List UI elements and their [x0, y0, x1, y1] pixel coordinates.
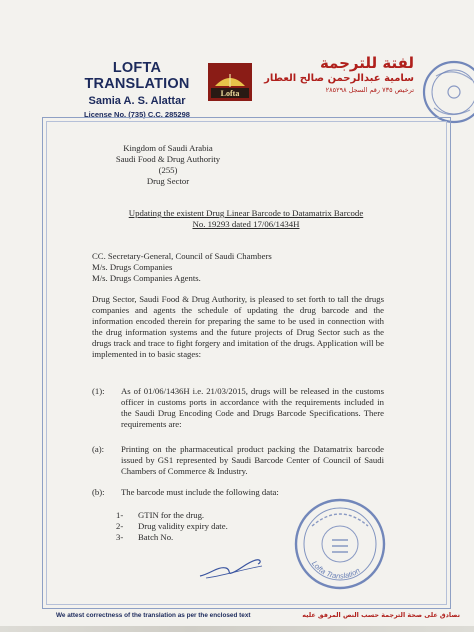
authority-header [88, 143, 248, 187]
subject-line [96, 208, 396, 230]
item-number: (a): [92, 444, 105, 454]
header-line-sector: Drug Sector [146, 176, 190, 186]
company-name: LOFTA TRANSLATION [84, 60, 190, 92]
arabic-company-name: لفتة للترجمة [319, 54, 414, 72]
item-text: The barcode must include the following data: [121, 487, 279, 497]
seal-text: Lofta Translation [309, 559, 362, 581]
header-line-authority: Saudi Food & Drug Authority [115, 154, 221, 164]
attestation-arabic: نصادق على صحة الترجمة حسب النص المرفق عليه [302, 611, 460, 619]
license-number: License No. (735) C.C. 285298 [84, 110, 190, 119]
top-stamp-seal [416, 56, 474, 126]
intro-paragraph: Drug Sector, Saudi Food & Drug Authority, is pleased to set forth to tall the drugs companies and agents the schedule of updating the drug barcode and the information encoded therein for preparing the same to be used in connection with the drug information systems and the future projects of Drug Sector such as the drugs track and trace to fight forgery and imitation of the drugs. Application will be implemented in to basic stages: [92, 294, 384, 359]
letterhead-right-arabic [256, 54, 414, 94]
subject-reference: No. 19293 dated 17/06/1434H [192, 219, 300, 229]
item-text: Printing on the pharmaceutical product packing the Datamatrix barcode issued by GS1 represented by Saudi Barcode Center of Council of Saudi Chambers of Commerce & Industry. [121, 444, 384, 476]
subject-title: Updating the existent Drug Linear Barcode to Datamatrix Barcode [128, 208, 364, 218]
scan-edge-strip [0, 626, 474, 632]
arabic-license-number: ترخيص ٧٣٥ رقم السجل ٢٨٥٢٩٨ [325, 86, 414, 94]
letterhead-left [62, 60, 212, 119]
item-text: As of 01/06/1436H i.e. 21/03/2015, drugs will be released in the customs officer in customs ports in accordance with the requirements included in the Saudi Drug Encoding Code and Drugs Barcode Specifications. There requirements are: [121, 386, 384, 429]
header-line-number: (255) [158, 165, 178, 175]
translator-name: Samia A. S. Alattar [88, 95, 186, 107]
cc-line: M/s. Drugs Companies Agents. [92, 273, 201, 283]
logo-text: Lofta [220, 89, 240, 98]
item-number: (1): [92, 386, 105, 396]
header-line-kingdom: Kingdom of Saudi Arabia [123, 143, 213, 153]
document-page: LOFTA TRANSLATION Samia A. S. Alattar License No. (735) C.C. 285298 Lofta لفتة للترجمة سامية عبدالرحمن صالح العطار ترخيص ٧٣٥ رقم السجل ٢٨٥٢٩٨ Kingdom of Saudi Arabia Saudi Food & Drug Authority (255) Drug Sector Updating the existent Drug Linear Barcode to Datamatrix Barcode No. 19293 dated 17/06/1434H CC. Secretary-General, Council of Saudi Chambers M/s. Drugs Companies M/s. Drugs Companies Agents. Drug Sector, Saudi Food & Drug Authority, is pleased to set forth to tall the drugs companies and agents the schedule of updating the drug barcode and the information encoded therein for preparing the same to be used in connection with the drug information systems and the future projects of Drug Sector such as the drugs track and trace to fight forgery and imitation of the drugs. Application will be implemented in to basic stages: (1): As of 01/06/1436H i.e. 21/03/2015, drugs will be released in the customs officer in customs ports in accordance with the requirements included in the Saudi Drug Encoding Code and Drugs Barcode Specifications. There requirements are: (a): Printing on the pharmaceutical product packing the Datamatrix barcode issued by GS1 represented by Saudi Barcode Center of Council of Saudi Chambers of Commerce & Industry. (b): The barcode must include the following data: 1- GTIN for the drug. 2- Drug validity expiry date. 3- Batch No. Lofta Translation We attest correctness of the translation as per the enclosed text نصادق على صحة الترجمة حسب النص المرفق عليه [0, 0, 474, 632]
cc-recipients [92, 251, 392, 284]
handwritten-signature [196, 554, 268, 582]
cc-line: CC. Secretary-General, Council of Saudi Chambers [92, 251, 272, 261]
lofta-logo [207, 62, 253, 102]
attestation-english: We attest correctness of the translation as per the enclosed text [56, 612, 251, 619]
item-number: (b): [92, 487, 105, 497]
translation-stamp-seal [292, 496, 388, 592]
cc-line: M/s. Drugs Companies [92, 262, 173, 272]
arabic-translator-name: سامية عبدالرحمن صالح العطار [264, 73, 414, 84]
